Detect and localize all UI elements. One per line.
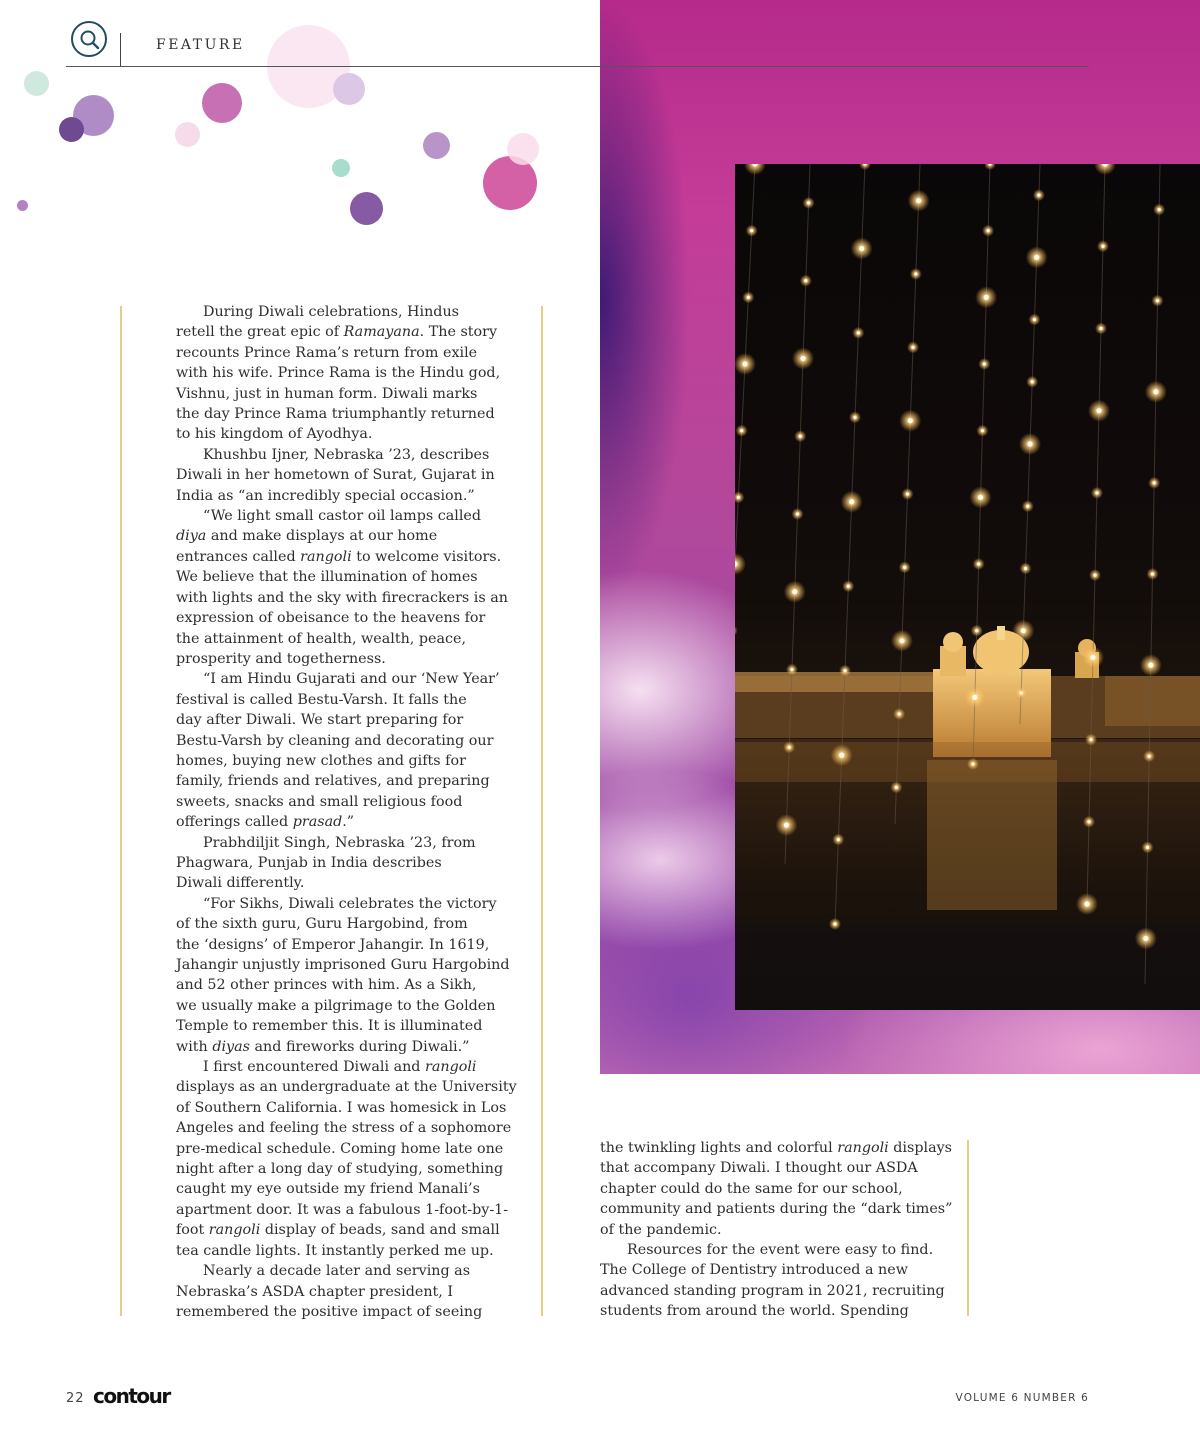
light-bulb-core [977, 562, 980, 565]
header-rule [66, 66, 1089, 67]
article-line: Bestu-Varsh by cleaning and decorating our [176, 732, 494, 749]
article-line: During Diwali celebrations, Hindus [203, 304, 459, 320]
decor-dot [59, 117, 84, 142]
light-bulb-core [1101, 245, 1104, 248]
light-bulb-core [1099, 327, 1102, 330]
light-bulb-core [1031, 380, 1034, 383]
light-bulb-core [784, 823, 789, 828]
light-bulb-core [788, 746, 791, 749]
search-icon [79, 29, 101, 51]
light-bulb-core [790, 668, 793, 671]
article-line: community and patients during the “dark times” [600, 1201, 953, 1218]
article-line: apartment door. It was a fabulous 1-foot-by-1- [176, 1201, 509, 1218]
light-bulb-core [1087, 820, 1090, 823]
article-line: we usually make a pilgrimage to the Golden [176, 997, 496, 1014]
light-bulb-core [914, 272, 917, 275]
article-line: pre-medical schedule. Coming home late one [176, 1140, 504, 1157]
light-bulb-core [1027, 441, 1032, 446]
article-line: offerings called prasad.” [176, 814, 355, 831]
golden-temple-photo [735, 164, 1200, 1010]
light-bulb-core [849, 499, 854, 504]
light-bulb-core [1090, 655, 1095, 660]
light-bulb-core [898, 712, 901, 715]
article-line: Jahangir unjustly imprisoned Guru Hargobind [176, 957, 510, 973]
article-line: with diyas and fireworks during Diwali.” [176, 1038, 470, 1055]
light-bulb-core [807, 201, 810, 204]
light-bulb-core [1093, 574, 1096, 577]
light-bulb-core [859, 246, 864, 251]
column-rule-left [120, 306, 122, 1316]
article-line: tea candle lights. It instantly perked me up. [176, 1242, 494, 1259]
article-line: “We light small castor oil lamps called [203, 508, 482, 525]
italic-term: diya [176, 528, 207, 545]
article-line: day after Diwali. We start preparing for [176, 712, 464, 729]
light-bulb-core [737, 496, 740, 499]
article-line: I first encountered Diwali and rangoli [203, 1059, 477, 1076]
decor-dot [333, 73, 365, 105]
light-bulb-core [796, 512, 799, 515]
light-bulb-core [799, 435, 802, 438]
article-line: with his wife. Prince Rama is the Hindu god, [176, 365, 501, 382]
article-line: remembered the positive impact of seeing [176, 1303, 483, 1320]
light-bulb-core [1151, 572, 1154, 575]
light-bulb-core [1021, 628, 1026, 633]
light-bulb-core [911, 346, 914, 349]
article-line: that accompany Diwali. I thought our ASDA [600, 1160, 918, 1177]
article-line: Diwali in her hometown of Surat, Gujarat in [176, 467, 495, 484]
light-bulb-core [1037, 194, 1040, 197]
light-bulb-core [972, 695, 977, 700]
light-bulb-core [1033, 318, 1036, 321]
light-bulb-core [843, 669, 846, 672]
decor-dot [423, 132, 450, 159]
light-bulb-core [984, 295, 989, 300]
article-line: the ‘designs’ of Emperor Jahangir. In 1619, [176, 936, 490, 953]
light-bulb-core [1084, 901, 1089, 906]
article-line: homes, buying new clothes and gifts for [176, 752, 466, 769]
light-bulb-core [847, 585, 850, 588]
article-line: students from around the world. Spending [600, 1303, 909, 1320]
section-label: FEATURE [156, 37, 245, 53]
light-bulb-core [1153, 481, 1156, 484]
article-line: sweets, snacks and small religious food [176, 793, 463, 810]
article-line: diya and make displays at our home [176, 528, 438, 545]
search-button[interactable] [71, 21, 107, 57]
article-line: prosperity and togetherness. [176, 650, 386, 667]
article-line: caught my eye outside my friend Manali’s [176, 1181, 480, 1198]
page-number: 22 [66, 1391, 85, 1406]
volume-issue: VOLUME 6 NUMBER 6 [955, 1392, 1089, 1404]
light-bulb-core [800, 356, 805, 361]
light-bulb-core [1158, 208, 1161, 211]
light-bulb-core [1153, 389, 1158, 394]
decor-dot [202, 83, 242, 123]
decor-dot [332, 159, 350, 177]
article-line: family, friends and relatives, and preparing [176, 773, 490, 790]
light-bulb-core [1146, 846, 1149, 849]
light-bulb-core [750, 229, 753, 232]
article-line: recounts Prince Rama’s return from exile [176, 344, 478, 361]
light-bulb-core [853, 416, 856, 419]
light-bulb-core [1034, 255, 1039, 260]
light-bulb-core [916, 198, 921, 203]
photo-illustration [735, 164, 1200, 1010]
light-bulb-core [1156, 299, 1159, 302]
light-bulb-core [1095, 491, 1098, 494]
light-bulb-core [895, 786, 898, 789]
decor-dot [17, 200, 28, 211]
article-column-2 [600, 1138, 953, 1322]
article-line: entrances called rangoli to welcome visitors. [176, 548, 502, 565]
article-line: “I am Hindu Gujarati and our ‘New Year’ [203, 671, 500, 688]
article-line: foot rangoli display of beads, sand and small [176, 1222, 500, 1239]
article-line: Nearly a decade later and serving as [203, 1263, 471, 1280]
light-bulb-core [740, 429, 743, 432]
light-bulb-core [804, 279, 807, 282]
light-bulb-core [987, 229, 990, 232]
decor-dot [175, 122, 200, 147]
column-rule-middle [541, 306, 543, 1316]
light-bulb-core [839, 753, 844, 758]
italic-term: diyas [212, 1038, 250, 1055]
header-divider [120, 33, 121, 67]
light-bulb-core [1148, 663, 1153, 668]
article-line: Vishnu, just in human form. Diwali marks [176, 385, 478, 402]
article-line: “For Sikhs, Diwali celebrates the victory [203, 895, 497, 912]
decor-dot [483, 156, 537, 210]
article-line: retell the great epic of Ramayana. The story [176, 324, 498, 341]
light-bulb-core [1148, 755, 1151, 758]
article-line: Prabhdiljit Singh, Nebraska ’23, from [203, 834, 476, 851]
article-line: of the pandemic. [600, 1221, 722, 1238]
article-line: expression of obeisance to the heavens for [176, 610, 486, 627]
article-line: the attainment of health, wealth, peace, [176, 630, 467, 647]
light-bulb-core [899, 638, 904, 643]
article-line: We believe that the illumination of homes [176, 569, 478, 586]
light-bulb-core [983, 362, 986, 365]
article-line: Nebraska’s ASDA chapter president, I [176, 1283, 454, 1300]
decor-dot [507, 133, 539, 165]
article-line: The College of Dentistry introduced a new [600, 1262, 908, 1279]
light-bulb-core [908, 418, 913, 423]
article-line: with lights and the sky with firecrackers is an [176, 589, 508, 606]
light-bulb-core [906, 492, 909, 495]
light-bulb-core [1089, 738, 1092, 741]
italic-term: prasad [292, 814, 343, 831]
light-bulb-core [792, 589, 797, 594]
article-line: Diwali differently. [176, 875, 305, 892]
article-line: to his kingdom of Ayodhya. [176, 426, 373, 443]
light-bulb-core [1026, 505, 1029, 508]
magazine-logo: contour [93, 1384, 170, 1408]
light-bulb-core [1143, 936, 1148, 941]
light-bulb-core [1020, 691, 1023, 694]
light-bulb-core [747, 296, 750, 299]
light-bulb-core [975, 629, 978, 632]
decor-dot [24, 71, 49, 96]
article-line: displays as an undergraduate at the University [176, 1079, 517, 1096]
column-rule-right [967, 1140, 969, 1316]
light-bulb-core [981, 429, 984, 432]
italic-term: rangoli [300, 548, 352, 565]
light-bulb-core [903, 566, 906, 569]
article-line: Angeles and feeling the stress of a sophomore [176, 1120, 512, 1137]
article-line: Resources for the event were easy to find. [627, 1242, 934, 1259]
article-line: Phagwara, Punjab in India describes [176, 854, 442, 871]
light-bulb-core [833, 922, 836, 925]
article-line: the twinkling lights and colorful rangoli displays [600, 1140, 953, 1156]
italic-term: Ramayana [343, 324, 420, 341]
article-line: night after a long day of studying, something [176, 1161, 504, 1178]
italic-term: rangoli [208, 1222, 261, 1239]
article-line: the day Prince Rama triumphantly returned [176, 406, 495, 423]
article-line: of the sixth guru, Guru Hargobind, from [176, 916, 468, 933]
article-column-1 [176, 302, 517, 1322]
light-bulb-core [1024, 567, 1027, 570]
light-bulb-core [1096, 408, 1101, 413]
italic-term: rangoli [425, 1059, 477, 1076]
article-line: chapter could do the same for our school, [600, 1180, 903, 1197]
article-line: of Southern California. I was homesick in Los [176, 1099, 507, 1116]
decor-dot [350, 192, 383, 225]
italic-term: rangoli [837, 1140, 889, 1156]
article-line: and 52 other princes with him. As a Sikh, [176, 977, 477, 994]
light-bulb-core [971, 762, 974, 765]
article-line: India as “an incredibly special occasion.” [176, 487, 475, 504]
light-bulb-core [857, 331, 860, 334]
article-line: advanced standing program in 2021, recruiting [600, 1282, 945, 1299]
light-bulb [735, 625, 738, 637]
light-bulb-core [978, 495, 983, 500]
article-line: Temple to remember this. It is illuminated [176, 1018, 483, 1035]
light-bulb-core [742, 361, 747, 366]
article-line: Khushbu Ijner, Nebraska ’23, describes [203, 446, 490, 463]
article-line: festival is called Bestu-Varsh. It falls the [176, 691, 467, 708]
light-bulb-core [837, 838, 840, 841]
